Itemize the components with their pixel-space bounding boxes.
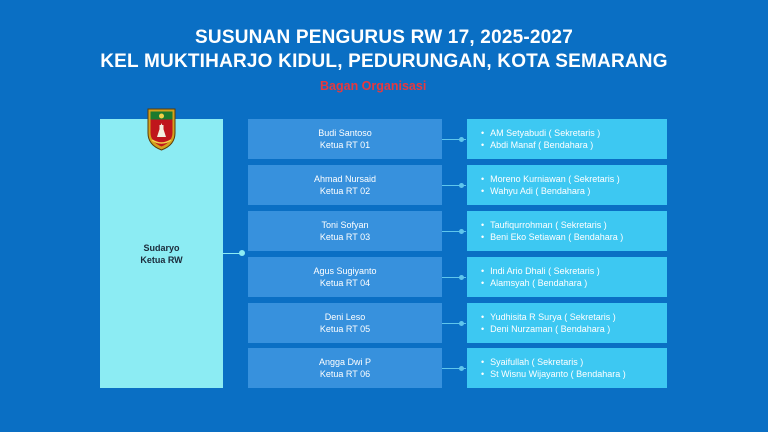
staff-treasurer: • St Wisnu Wijayanto ( Bendahara ) [481, 368, 667, 380]
rt-box-06 [248, 348, 442, 388]
staff-treasurer: • Wahyu Adi ( Bendahara ) [481, 185, 667, 197]
rt-leader-role: Ketua RT 06 [319, 369, 371, 379]
page-subtitle-location: KEL MUKTIHARJO KIDUL, PEDURUNGAN, KOTA SEMARANG [100, 51, 668, 72]
rt-staff-box-02 [467, 165, 667, 205]
kota-semarang-emblem-icon [146, 107, 177, 151]
staff-secretary: • Taufiqurrohman ( Sekretaris ) [481, 219, 667, 231]
rw-connector-dot [239, 250, 245, 256]
rt-staff-box-05 [467, 303, 667, 343]
staff-treasurer: • Deni Nurzaman ( Bendahara ) [481, 323, 667, 335]
staff-treasurer: • Abdi Manaf ( Bendahara ) [481, 139, 667, 151]
staff-treasurer: • Alamsyah ( Bendahara ) [481, 277, 667, 289]
staff-secretary: • Moreno Kurniawan ( Sekretaris ) [481, 173, 667, 185]
rt-link-dot [459, 229, 464, 234]
rt-leader-role: Ketua RT 03 [319, 232, 371, 242]
rt-leader-name: Agus Sugiyanto [313, 266, 377, 276]
rt-box-03 [248, 211, 442, 251]
rt-box-05 [248, 303, 442, 343]
rt-leader-name: Budi Santoso [318, 128, 372, 138]
rt-link-dot [459, 183, 464, 188]
staff-secretary: • Syaifullah ( Sekretaris ) [481, 356, 667, 368]
rt-staff-box-01 [467, 119, 667, 159]
staff-secretary: • Yudhisita R Surya ( Sekretaris ) [481, 311, 667, 323]
chart-caption: Bagan Organisasi [320, 79, 427, 93]
rt-box-01 [248, 119, 442, 159]
rt-leader-name: Angga Dwi P [318, 357, 372, 367]
rw-leader-box [100, 119, 223, 388]
rt-leader-role: Ketua RT 02 [319, 186, 371, 196]
rw-leader-role: Ketua RW [140, 254, 183, 265]
staff-treasurer: • Beni Eko Setiawan ( Bendahara ) [481, 231, 667, 243]
rt-leader-role: Ketua RT 01 [319, 140, 371, 150]
rt-link-dot [459, 366, 464, 371]
rt-leader-name: Toni Sofyan [321, 220, 369, 230]
rw-leader-name: Sudaryo [143, 242, 180, 253]
rt-leader-role: Ketua RT 05 [319, 324, 371, 334]
rt-leader-name: Deni Leso [324, 312, 366, 322]
rt-link-dot [459, 275, 464, 280]
staff-secretary: • Indi Ario Dhali ( Sekretaris ) [481, 265, 667, 277]
page-title: SUSUNAN PENGURUS RW 17, 2025-2027 [195, 27, 573, 48]
rt-link-dot [459, 321, 464, 326]
rt-staff-box-03 [467, 211, 667, 251]
rt-staff-box-04 [467, 257, 667, 297]
rt-leader-name: Ahmad Nursaid [313, 174, 377, 184]
rt-leader-role: Ketua RT 04 [319, 278, 371, 288]
rt-link-dot [459, 137, 464, 142]
rt-box-02 [248, 165, 442, 205]
rt-staff-box-06 [467, 348, 667, 388]
staff-secretary: • AM Setyabudi ( Sekretaris ) [481, 127, 667, 139]
rt-box-04 [248, 257, 442, 297]
